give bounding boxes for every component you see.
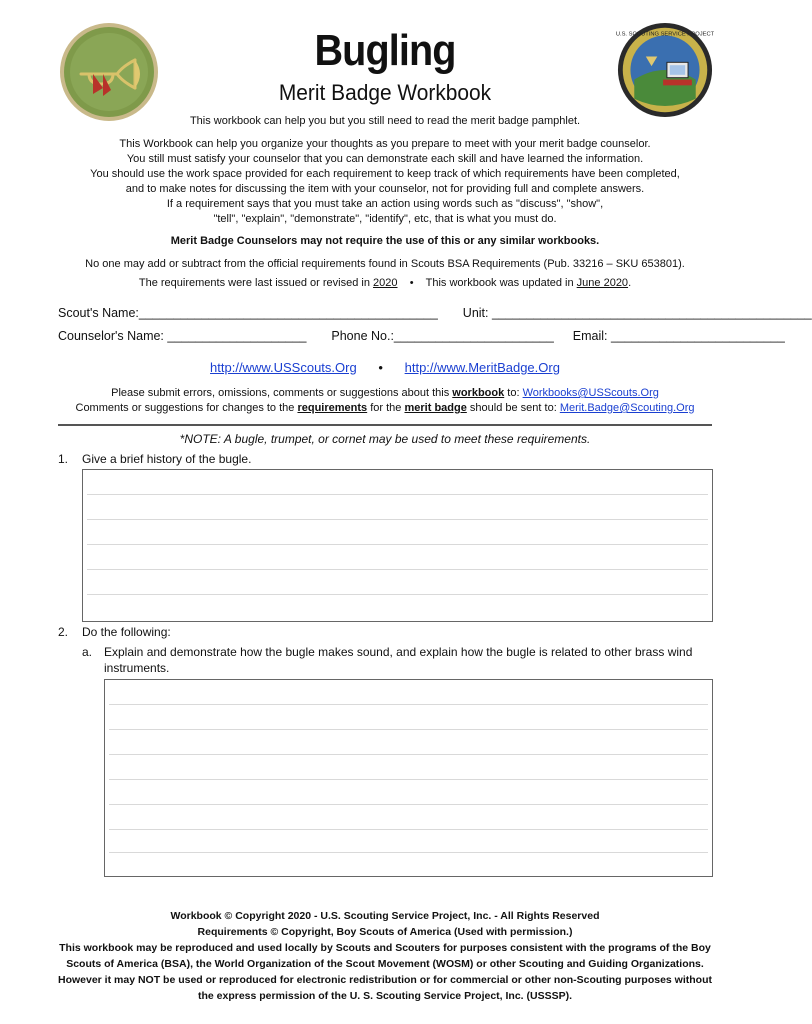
updated-prefix: This workbook was updated in bbox=[425, 277, 574, 289]
scout-info-row bbox=[58, 306, 812, 320]
requirement-number: 1. bbox=[58, 452, 69, 466]
writing-line bbox=[87, 494, 708, 495]
feedback-text: Please submit errors, omissions, comments or suggestions about this bbox=[111, 387, 450, 399]
workbook-word: workbook bbox=[452, 387, 505, 399]
merit-badge-email-link[interactable]: Merit.Badge@Scouting.Org bbox=[559, 402, 695, 414]
emblem-text: U.S. SCOUTING SERVICE PROJECT bbox=[615, 31, 715, 38]
writing-line bbox=[109, 779, 708, 780]
requirements-feedback-line bbox=[0, 401, 770, 416]
sub-requirement-letter: a. bbox=[82, 645, 93, 659]
copyright-line: Workbook © Copyright 2020 - U.S. Scouting Service Project, Inc. - All Rights Reserved bbox=[170, 910, 600, 922]
revised-year: 2020 bbox=[373, 277, 398, 289]
intro-paragraph-line: If a requirement says that you must take an action using words such as "discuss", "show", bbox=[166, 198, 604, 210]
merit-badge-word: merit badge bbox=[404, 402, 467, 414]
requirements-source-note: No one may add or subtract from the official requirements found in Scouts BSA Requirements (Pub. 33216 – SKU 653801). bbox=[85, 258, 685, 270]
writing-line bbox=[109, 704, 708, 705]
writing-line bbox=[109, 754, 708, 755]
section-divider bbox=[58, 424, 712, 426]
answer-box-1[interactable] bbox=[82, 469, 713, 622]
sub-requirement-text: instruments. bbox=[104, 661, 170, 675]
updated-date: June 2020 bbox=[576, 277, 629, 289]
intro-line: This workbook can help you but you still need to read the merit badge pamphlet. bbox=[189, 115, 581, 127]
meritbadge-link[interactable]: http://www.MeritBadge.Org bbox=[404, 360, 560, 375]
sub-requirement-text: Explain and demonstrate how the bugle makes sound, and explain how the bugle is related to other brass wind bbox=[104, 645, 693, 659]
writing-line bbox=[87, 519, 708, 520]
intro-paragraph bbox=[0, 137, 770, 227]
equipment-note: *NOTE: A bugle, trumpet, or cornet may be used to meet these requirements. bbox=[179, 432, 591, 446]
copyright-block bbox=[0, 908, 770, 940]
requirement-text: Give a brief history of the bugle. bbox=[82, 452, 252, 466]
page-subtitle: Merit Badge Workbook bbox=[278, 80, 492, 105]
writing-line bbox=[109, 829, 708, 830]
intro-paragraph-line: You should use the work space provided for each requirement to keep track of which requirements have been completed, bbox=[90, 168, 680, 180]
workbook-feedback-line bbox=[0, 386, 770, 401]
requirement-number: 2. bbox=[58, 625, 69, 639]
writing-line bbox=[109, 804, 708, 805]
intro-paragraph-line: This Workbook can help you organize your thoughts as you prepare to meet with your merit badge counselor. bbox=[119, 138, 651, 150]
bullet: • bbox=[409, 277, 414, 289]
unit-field[interactable]: Unit: ______________________________________________ bbox=[462, 306, 812, 320]
submission-info bbox=[0, 386, 770, 416]
counselor-note: Merit Badge Counselors may not require the use of this or any similar workbooks. bbox=[170, 235, 600, 247]
intro-paragraph-line: "tell", "explain", "demonstrate", "identify", etc, that is what you must do. bbox=[213, 213, 557, 225]
writing-line bbox=[87, 569, 708, 570]
feedback-text: should be sent to: bbox=[469, 402, 557, 414]
revised-prefix: The requirements were last issued or revised in bbox=[138, 277, 370, 289]
revision-info bbox=[0, 276, 770, 291]
writing-line bbox=[109, 852, 708, 853]
writing-line bbox=[87, 594, 708, 595]
copyright-line: Requirements © Copyright, Boy Scouts of America (Used with permission.) bbox=[197, 926, 573, 938]
scout-name-field[interactable]: Scout's Name:___________________________________________ bbox=[58, 306, 438, 320]
intro-paragraph-line: and to make notes for discussing the item with your counselor, not for providing full and complete answers. bbox=[125, 183, 645, 195]
email-field[interactable]: Email: _________________________ bbox=[572, 329, 785, 343]
writing-line bbox=[109, 729, 708, 730]
answer-box-2a[interactable] bbox=[104, 679, 713, 877]
usscouts-link[interactable]: http://www.USScouts.Org bbox=[210, 360, 357, 375]
usage-line: Scouts of America (BSA), the World Organization of the Scout Movement (WOSM) or other Scouting and Guiding Organizations. bbox=[66, 958, 704, 970]
requirements-word: requirements bbox=[297, 402, 368, 414]
counselor-name-field[interactable]: Counselor's Name: ____________________ bbox=[58, 329, 307, 343]
bullet: • bbox=[378, 360, 383, 375]
feedback-text: to: bbox=[507, 387, 520, 399]
page-title: Bugling bbox=[314, 26, 456, 75]
intro-paragraph-line: You still must satisfy your counselor that you can demonstrate each skill and have learned the information. bbox=[126, 153, 644, 165]
usage-terms bbox=[0, 940, 770, 1004]
phone-field[interactable]: Phone No.:_______________________ bbox=[331, 329, 554, 343]
feedback-text: Comments or suggestions for changes to the bbox=[75, 402, 295, 414]
writing-line bbox=[87, 544, 708, 545]
usage-line: the express permission of the U. S. Scouting Service Project, Inc. (USSSP). bbox=[197, 990, 573, 1002]
usage-line: However it may NOT be used or reproduced for electronic redistribution or for commercial or other non-Scouting purposes without bbox=[58, 974, 712, 986]
workbooks-email-link[interactable]: Workbooks@USScouts.Org bbox=[522, 387, 659, 399]
updated-suffix: . bbox=[628, 277, 632, 289]
website-links bbox=[0, 360, 770, 375]
counselor-info-row bbox=[58, 329, 785, 343]
usage-line: This workbook may be reproduced and used locally by Scouts and Scouters for purposes consistent with the programs of the Boy bbox=[59, 942, 711, 954]
feedback-text: for the bbox=[370, 402, 402, 414]
requirement-text: Do the following: bbox=[82, 625, 171, 639]
